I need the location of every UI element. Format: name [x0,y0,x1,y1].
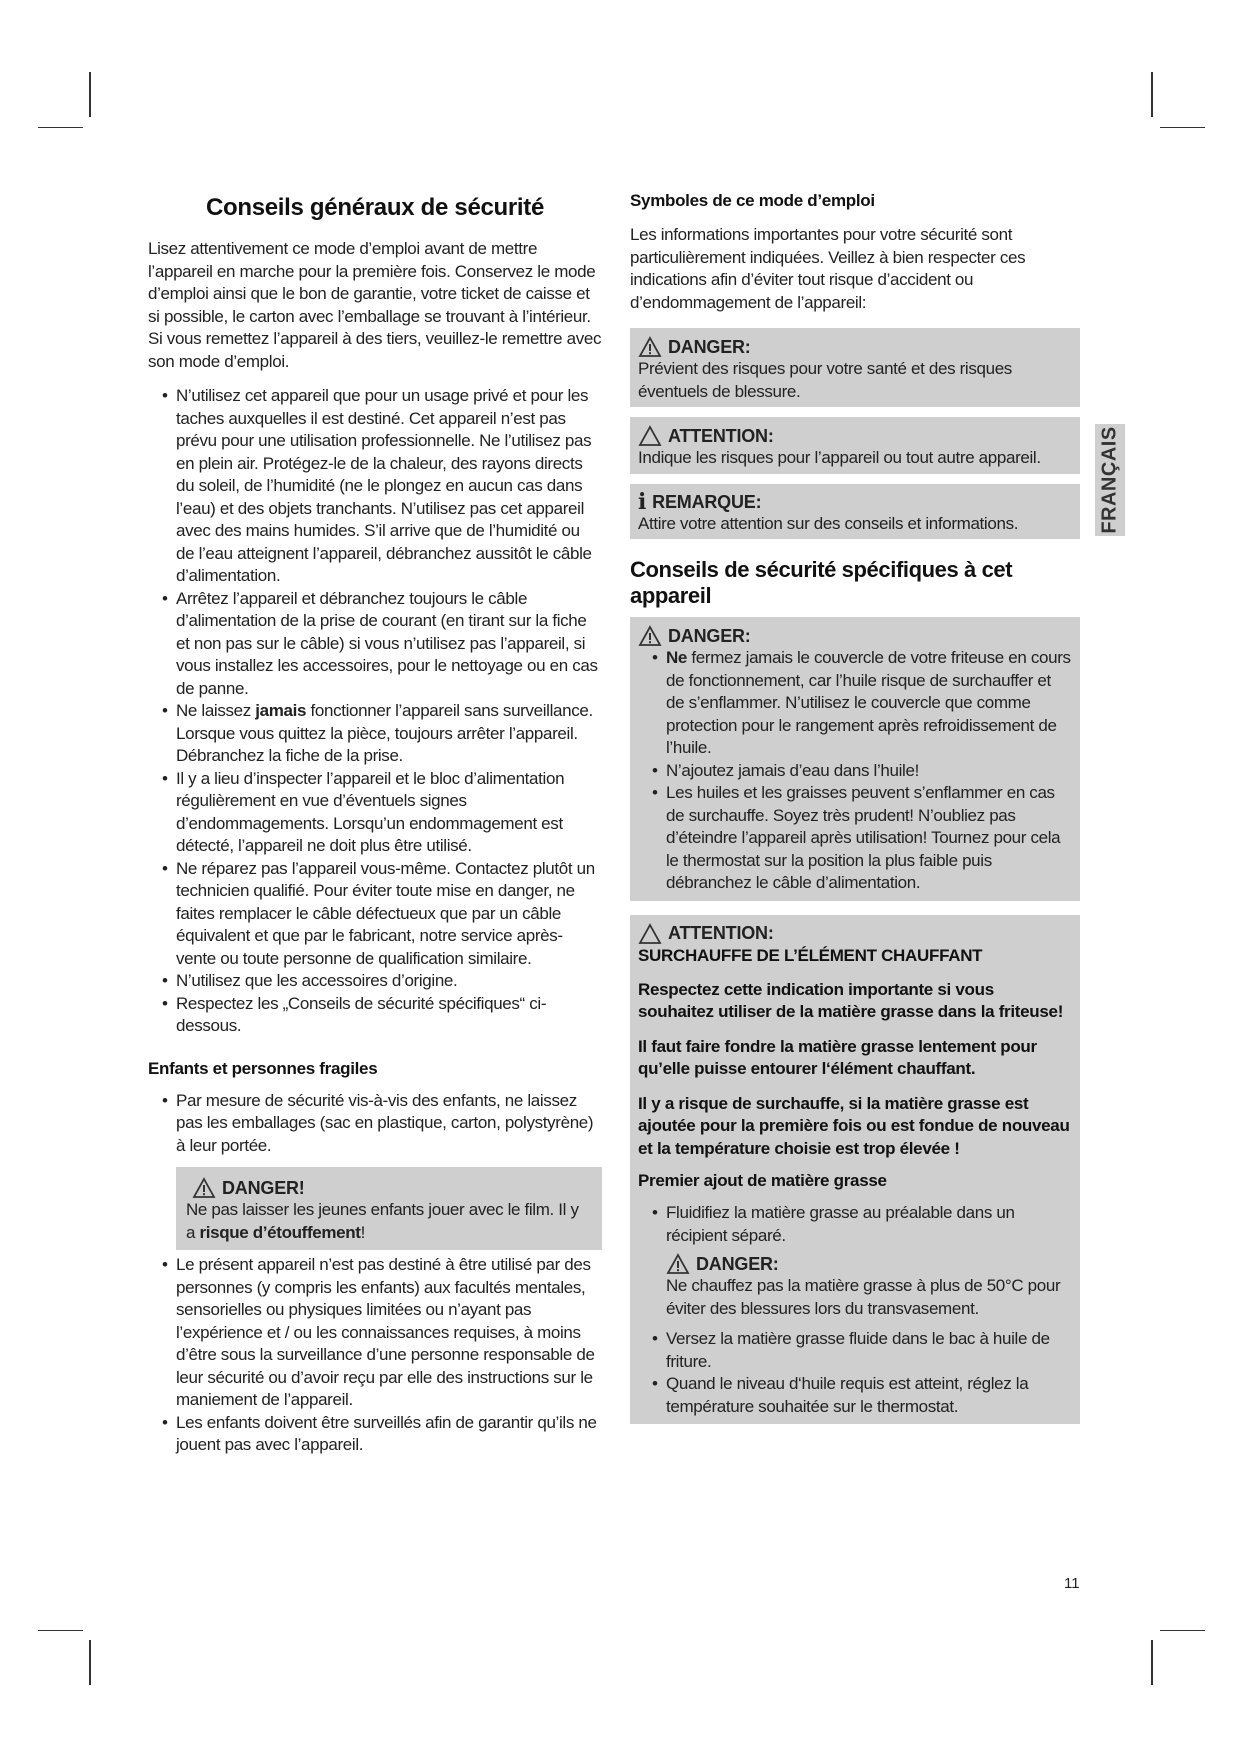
warning-triangle-icon [192,1177,216,1199]
general-safety-list [148,385,602,1038]
list-item: • Le présent appareil n’est pas destiné à être utilisé par des personnes (y compris les enfants) aux facultés mentales, sensorielles ou physiques limitées ou n’ayant pas l’expérience et / ou les connaissances requises, à moins d’être sous la surveillance d’une personne responsable de leur sécurité ou d’avoir reçu par elle des instructions sur le maniement de l’appareil. [162,1255,595,1409]
crop-mark [1151,72,1153,117]
crop-mark [89,72,91,117]
crop-mark [1160,1630,1205,1631]
list-item: • Ne fermez jamais le couvercle de votre friteuse en cours de fonctionnement, car l’huile risque de surchauffer et de s’enflammer. N’utilisez le couvercle que comme protection pour le rangement après refroidissement de l’huile. [652,648,1071,757]
warning-triangle-icon [638,625,662,647]
list-item: • Les huiles et les graisses peuvent s’enflammer en cas de surchauffe. Soyez très prudent! N’oubliez pas d’éteindre l’appareil après utilisation! Tournez pour cela le thermostat sur la position la plus faible puis débranchez le câble d’alimentation. [652,783,1061,892]
crop-mark [1160,127,1205,128]
right-column [630,190,1080,1424]
info-icon: i [638,489,647,515]
list-item: • Il y a lieu d’inspecter l’appareil et le bloc d’alimentation régulièrement en vue d’éventuels signes d’endommagements. Lorsqu’un endommagement est détecté, l’appareil ne doit plus être utilisé. [162,768,565,855]
specific-heading: Conseils de sécurité spécifiques à cet appareil [630,557,1013,608]
list-item: • Arrêtez l’appareil et débranchez toujours le câble d’alimentation de la prise de courant (en tirant sur la fiche et non pas sur le câble) si vous n’utilisez pas l’appareil, si vous installez les accessoires, pour le nettoyage ou en cas de panne. [162,588,598,698]
symbols-intro: Les informations importantes pour votre sécurité sont particulièrement indiquées. Veillez à bien respecter ces indications afin d’éviter tout risque d’accident ou d’endommagement de l’appareil: [630,225,1026,312]
page-title: Conseils généraux de sécurité [205,194,545,221]
caution-triangle-icon [638,923,662,945]
list-item: • Par mesure de sécurité vis-à-vis des enfants, ne laissez pas les emballages (sac en plastique, carton, polystyrène) à leur portée. [162,1090,594,1155]
symbols-heading: Symboles de ce mode d’emploi [630,191,875,210]
list-item: • N’ajoutez jamais d’eau dans l’huile! [652,760,919,780]
symbol-danger-box: DANGER: Prévient des risques pour votre santé et des risques éventuels de blessure. [630,328,1080,407]
intro-paragraph: Lisez attentivement ce mode d’emploi avant de mettre l’appareil en marche pour la première fois. Conservez le mode d’emploi ainsi que le bon de garantie, votre ticket de caisse et si possible, le carton avec l’emballage se trouvant à l’intérieur. Si vous remettez l’appareil à des tiers, veuillez-le remettre avec son mode d’emploi. [148,239,602,371]
overheating-attention-box: ATTENTION: SURCHAUFFE DE L’ÉLÉMENT CHAUFFANT Respectez cette indication importante si vous souhaitez utiliser de la matière grasse dans la friteuse! Il faut faire fondre la matière grasse lentement pour qu’elle puisse entourer l‘élément chauffant. Il y a risque de surchauffe, si la matière grasse est ajoutée pour la première fois ou est fondue de nouveau et la température choisie est trop élevée ! Premier ajout de matière grasse • Fluidifiez la matière grasse au préalable dans un récipient séparé. DANGER: Ne chauffez pas la matière grasse à plus de 50°C pour éviter des blessures lors du transvasement. • Versez la matière grasse fluide dans le bac à huile de friture. • Quand le niveau d‘huile requis est atteint, réglez la température souhaitée sur le thermostat. [630,915,1080,1425]
first-add-danger: DANGER: Ne chauffez pas la matière grasse à plus de 50°C pour éviter des blessures lors du transvasement. [666,1253,1061,1318]
left-column [148,190,602,1457]
list-item: • Les enfants doivent être surveillés afin de garantir qu’ils ne jouent pas avec l’appareil. [162,1412,597,1454]
specific-danger-box: DANGER: • Ne fermez jamais le couvercle de votre friteuse en cours de fonctionnement, car l’huile risque de surchauffer et de s’enflammer. N’utilisez le couvercle que comme protection pour le rangement après refroidissement de l’huile. • N’ajoutez jamais d’eau dans l’huile! • Les huiles et les graisses peuvent s’enflammer en cas de surchauffe. Soyez très prudent! N’oubliez pas d’éteindre l’appareil après utilisation! Tournez pour cela le thermostat sur la position la plus faible puis débranchez le câble d’alimentation. [630,617,1080,901]
danger-title: DANGER! [222,1177,305,1198]
warning-triangle-icon [638,336,662,358]
danger-box [176,1167,602,1250]
list-item: • Quand le niveau d‘huile requis est atteint, réglez la température souhaitée sur le thermostat. [652,1374,1029,1416]
list-item: • N’utilisez que les accessoires d’origine. [162,971,458,990]
crop-mark [38,127,83,128]
language-tab-label: FRANÇAIS [1098,426,1121,534]
list-item: • Fluidifiez la matière grasse au préalable dans un récipient séparé. [652,1203,1015,1245]
list-item: • Ne réparez pas l’appareil vous-même. Contactez plutôt un technicien qualifié. Pour éviter toute mise en danger, ne faites remplacer le câble défectueux que par un câble équivalent et que par le fabricant, notre service après-vente ou toute personne de qualification similaire. [162,858,595,968]
list-item: • Versez la matière grasse fluide dans le bac à huile de friture. [652,1329,1050,1371]
caution-triangle-icon [638,425,662,447]
crop-mark [89,1640,91,1685]
warning-triangle-icon [666,1253,690,1275]
crop-mark [38,1630,83,1631]
list-item: • Ne laissez jamais fonctionner l’appareil sans surveillance. Lorsque vous quittez la pièce, toujours arrêter l’appareil. Débranchez la fiche de la prise. [162,701,593,765]
children-heading: Enfants et personnes fragiles [148,1058,378,1078]
page-number: 11 [1064,1575,1080,1592]
symbol-note-box: i REMARQUE: Attire votre attention sur des conseils et informations. [630,484,1080,540]
list-item: • N’utilisez cet appareil que pour un usage privé et pour les taches auxquelles il est destiné. Cet appareil n’est pas prévu pour une utilisation professionnelle. Ne l’utilisez pas en plein air. Protégez-le de la chaleur, des rayons directs du soleil, de l’humidité (ne le plongez en aucun cas dans l’eau) et des objets tranchants. N’utilisez pas cet appareil avec des mains humides. S’il arrive que de l’humidité ou de l’eau atteignent l’appareil, débranchez aussitôt le câble d’alimentation. [162,386,592,585]
language-tab [1095,424,1125,536]
danger-text: Ne pas laisser les jeunes enfants jouer avec le film. Il y a risque d’étouffement! [186,1200,579,1242]
children-list [148,1090,602,1158]
symbol-attention-box: ATTENTION: Indique les risques pour l’appareil ou tout autre appareil. [630,417,1080,474]
children-list-continued [148,1254,602,1457]
list-item: • Respectez les „Conseils de sécurité spécifiques“ ci-dessous. [162,993,547,1035]
crop-mark [1151,1640,1153,1685]
